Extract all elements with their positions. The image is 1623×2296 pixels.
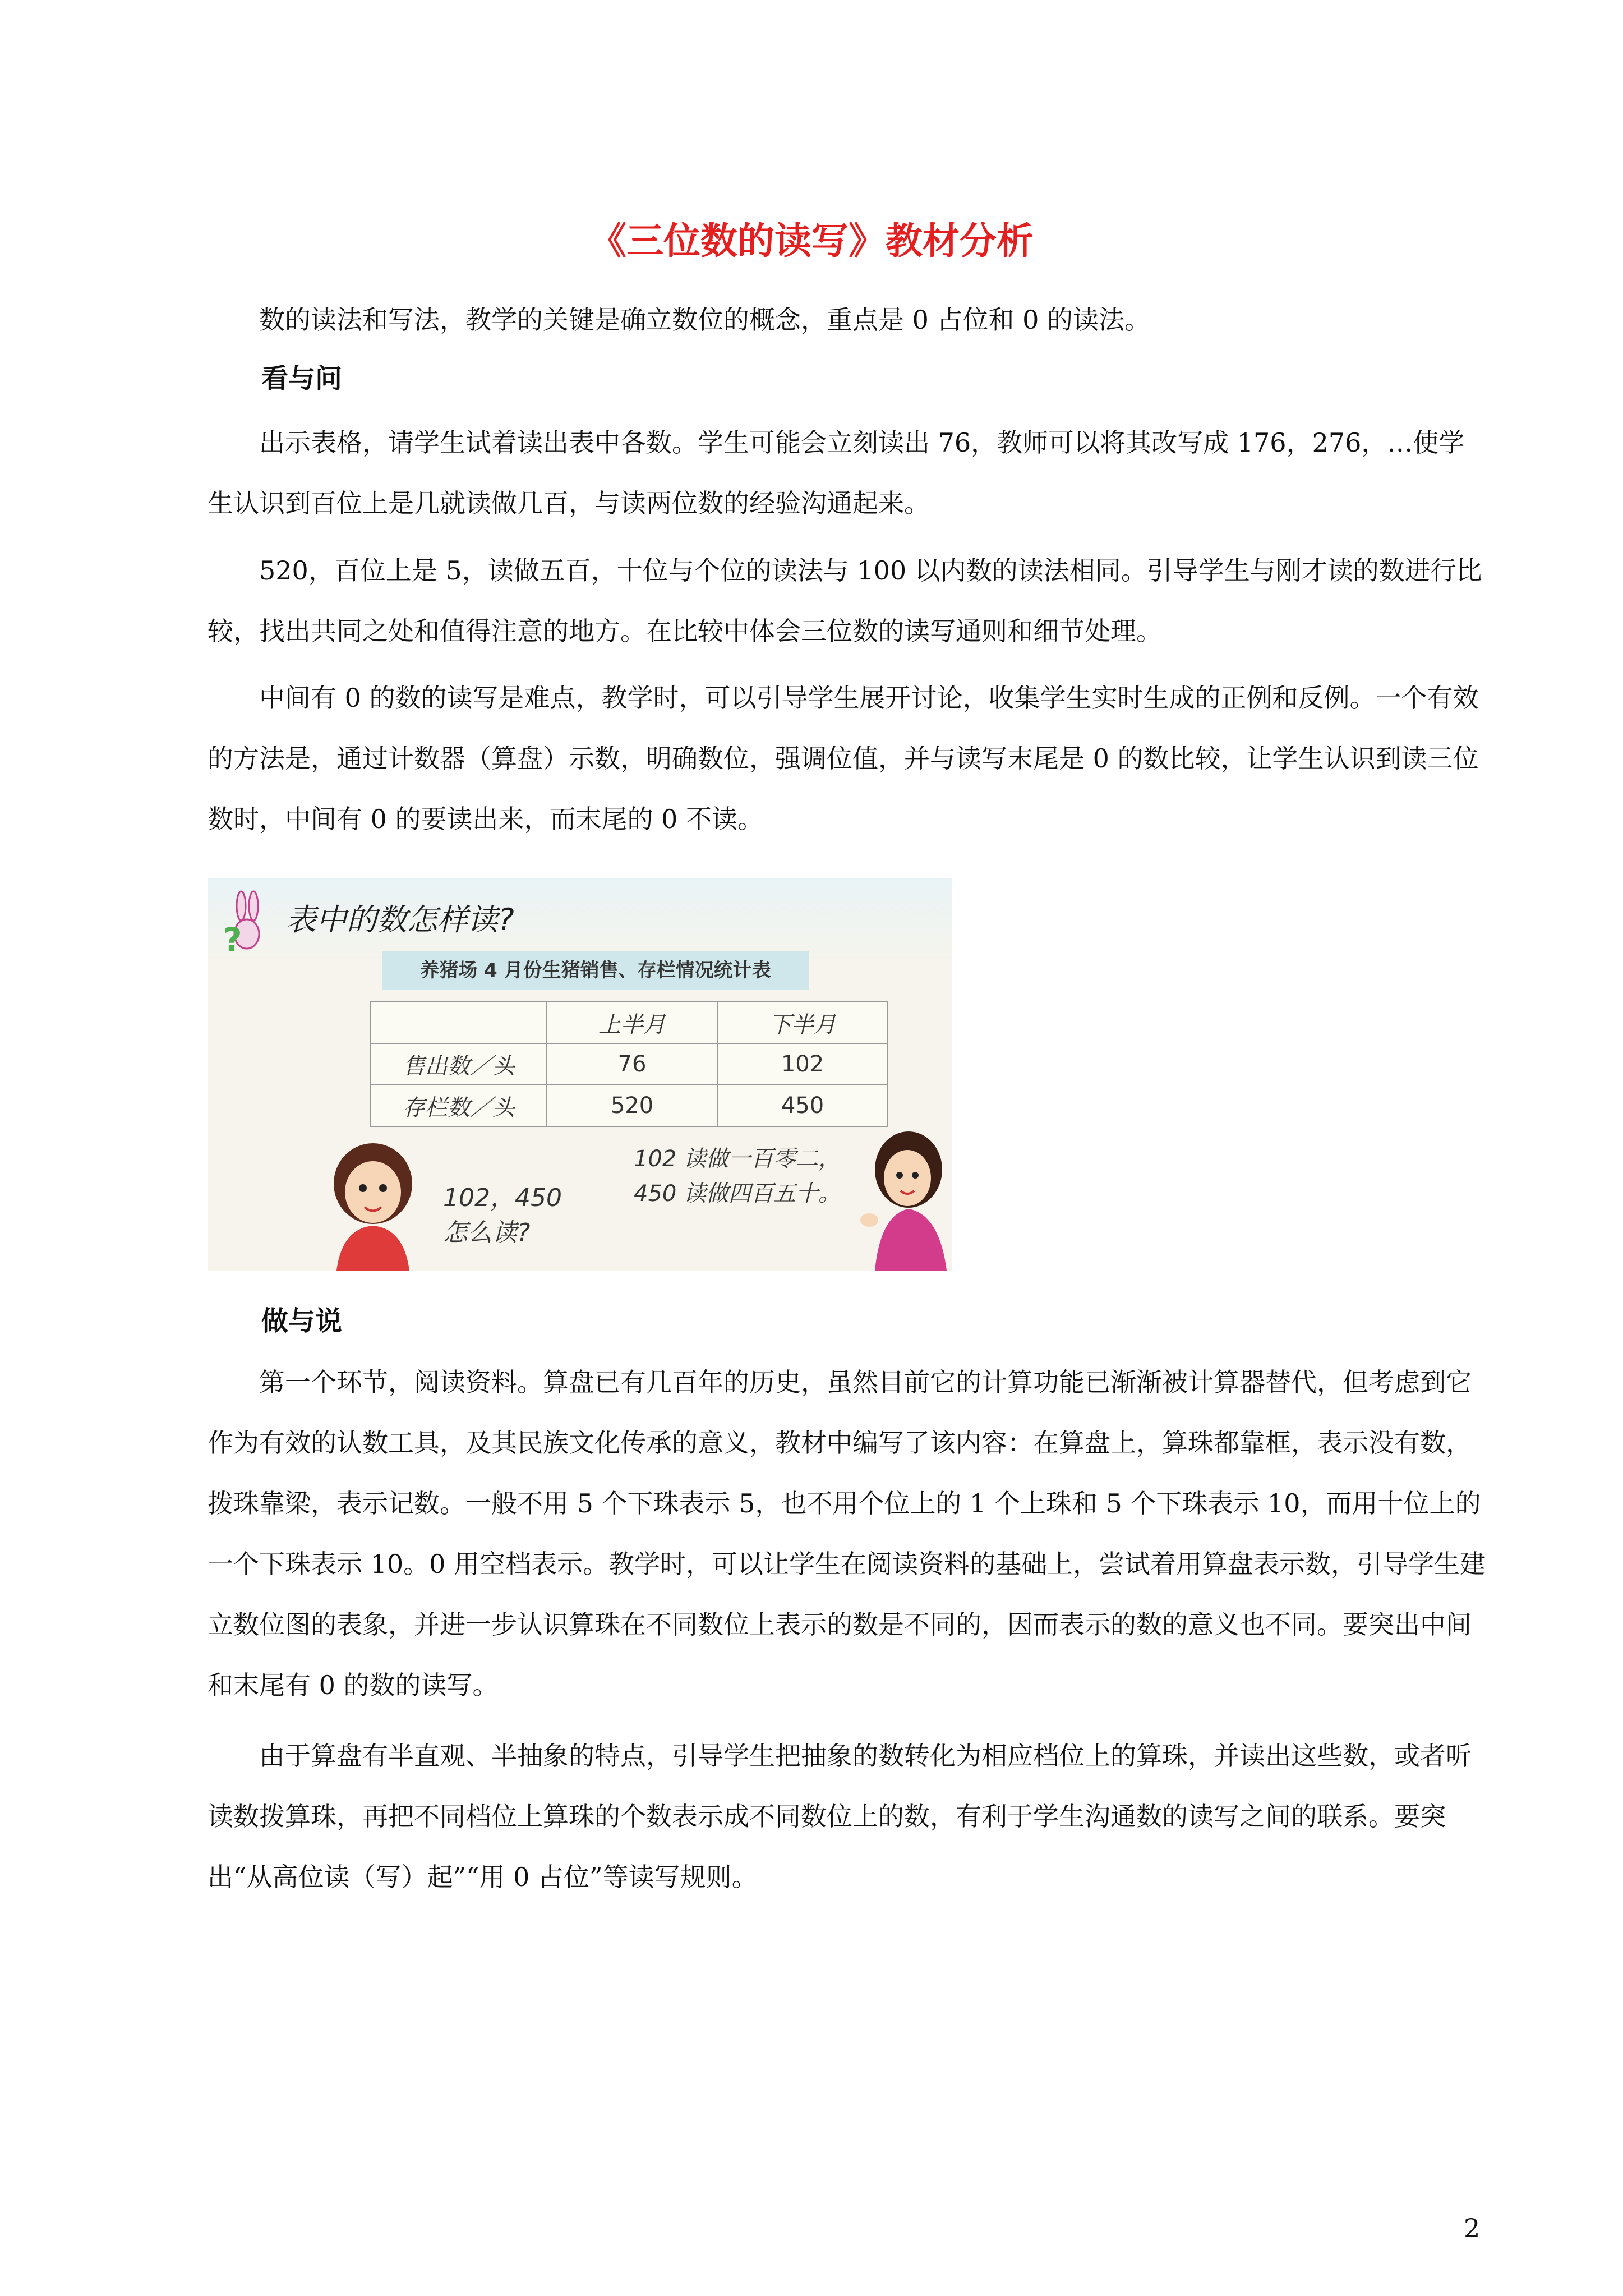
- row-label: 存栏数／头: [371, 1085, 547, 1126]
- paragraph-5: 由于算盘有半直观、半抽象的特点，引导学生把抽象的数转化为相应档位上的算珠，并读出这些数，或者听读数拨算珠，再把不同档位上算珠的个数表示成不同数位上的数，有利于学生沟通数的读写之间的联系。要突出“从高位读（写）起”“用 0 占位”等读写规则。: [208, 1741, 1472, 1892]
- teacher-figure-icon: [847, 1125, 952, 1271]
- rabbit-question-icon: [219, 889, 280, 968]
- document-title: 《三位数的读写》教材分析: [589, 219, 1034, 263]
- table-cell: 450: [717, 1085, 888, 1126]
- paragraph-3: 中间有 0 的数的读写是难点，教学时，可以引导学生展开讨论，收集学生实时生成的正例和反例。一个有效的方法是，通过计数器（算盘）示数，明确数位，强调位值，并与读写末尾是 0 的数比较，让学生认识到读三位数时，中间有 0 的要读出来，而末尾的 0 不读。: [208, 683, 1479, 834]
- table-header-second-half: 下半月: [717, 1002, 888, 1043]
- bubble-answer-line-1: 102 读做一百零二，: [634, 1146, 841, 1172]
- table-cell: 520: [547, 1085, 717, 1126]
- table-cell: 76: [547, 1043, 717, 1085]
- illustration-question: 表中的数怎样读?: [286, 902, 514, 937]
- statistics-table: [370, 1001, 888, 1127]
- question-bubble: [443, 1181, 562, 1250]
- bubble-question-how: 怎么读?: [443, 1218, 531, 1247]
- page-number: 2: [1464, 2213, 1481, 2243]
- bubble-answer-line-2: 450 读做四百五十。: [634, 1181, 841, 1207]
- table-header-row: [371, 1002, 888, 1043]
- girl-figure-icon: [320, 1139, 426, 1271]
- table-cell: 102: [717, 1043, 888, 1085]
- paragraph-1: 出示表格，请学生试着读出表中各数。学生可能会立刻读出 76，教师可以将其改写成 176，276，…使学生认识到百位上是几就读做几百，与读两位数的经验沟通起来。: [208, 427, 1465, 518]
- row-label: 售出数／头: [371, 1043, 547, 1085]
- table-row: [371, 1043, 888, 1085]
- table-title: 养猪场 4 月份生猪销售、存栏情况统计表: [382, 951, 809, 990]
- table-corner-cell: [371, 1002, 547, 1043]
- textbook-illustration: [208, 878, 952, 1271]
- svg-text:?: ?: [223, 921, 242, 959]
- section-heading-look-ask: 看与问: [261, 363, 343, 394]
- table-row: [371, 1085, 888, 1126]
- bubble-question-numbers: 102，450: [443, 1184, 562, 1212]
- table-header-first-half: 上半月: [547, 1002, 717, 1043]
- paragraph-2: 520，百位上是 5，读做五百，十位与个位的读法与 100 以内数的读法相同。引导学生与刚才读的数进行比较，找出共同之处和值得注意的地方。在比较中体会三位数的读写通则和细节处理。: [208, 555, 1482, 646]
- answer-bubble: [634, 1142, 841, 1211]
- intro-paragraph: 数的读法和写法，教学的关键是确立数位的概念，重点是 0 占位和 0 的读法。: [259, 305, 1151, 335]
- section-heading-do-say: 做与说: [261, 1305, 343, 1337]
- paragraph-4: 第一个环节，阅读资料。算盘已有几百年的历史，虽然目前它的计算功能已渐渐被计算器替代，但考虑到它作为有效的认数工具，及其民族文化传承的意义，教材中编写了该内容：在算盘上，算珠都靠框，表示没有数，拨珠靠梁，表示记数。一般不用 5 个下珠表示 5，也不用个位上的 1 个上珠和 5 个下珠表示 10，而用十位上的一个下珠表示 10。0 用空档表示。教学时，可以让学生在阅读资料的基础上，尝试着用算盘表示数，引导学生建立数位图的表象，并进一步认识算珠在不同数位上表示的数是不同的，因而表示的数的意义也不同。要突出中间和末尾有 0 的数的读写。: [208, 1367, 1486, 1700]
